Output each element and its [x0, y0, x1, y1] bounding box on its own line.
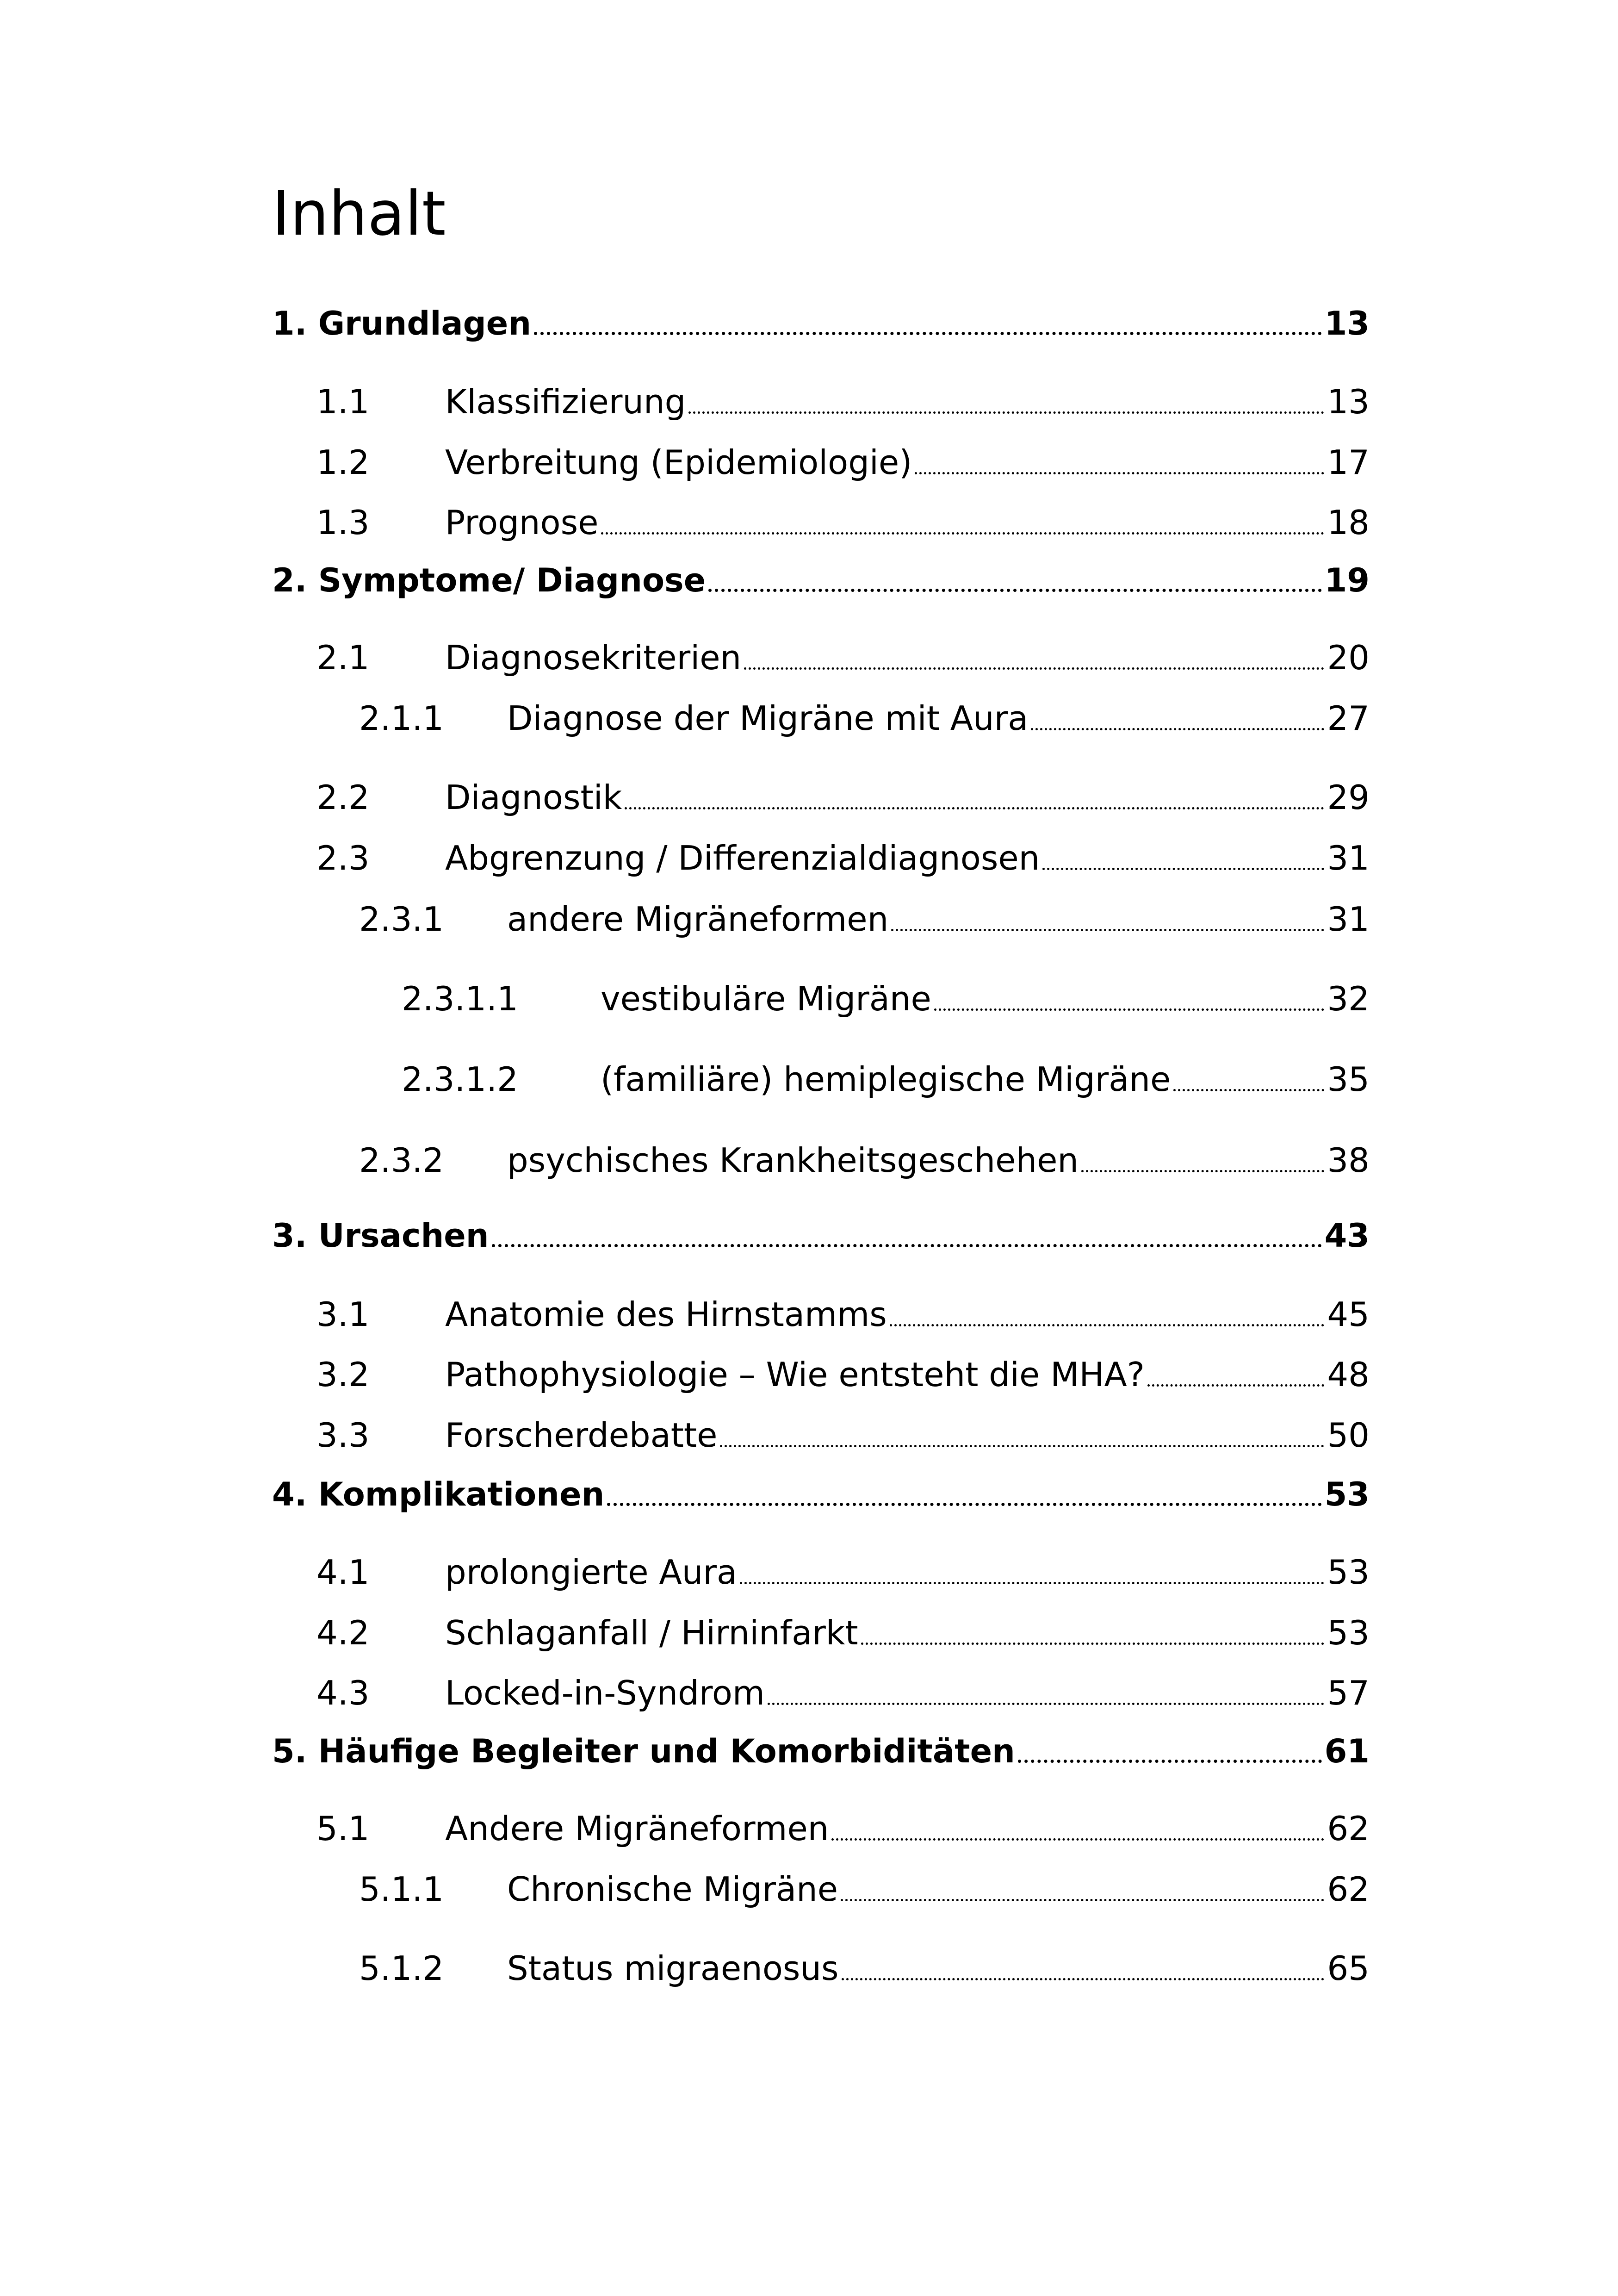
- toc-entry-section[interactable]: [316, 1545, 1370, 1592]
- toc-leader: [607, 1503, 1321, 1506]
- page-title: Inhalt: [272, 178, 446, 249]
- toc-leader: [1147, 1384, 1324, 1387]
- toc-page-number: 38: [1327, 1141, 1370, 1180]
- toc-title: Status migraenosus: [507, 1949, 839, 1988]
- toc-page-number: 17: [1327, 443, 1370, 482]
- toc-number: 1.1: [316, 382, 370, 421]
- toc-entry-subsection[interactable]: [359, 1133, 1370, 1180]
- toc-leader: [841, 1899, 1324, 1901]
- toc-page-number: 48: [1327, 1355, 1370, 1394]
- toc-page-number: 57: [1327, 1674, 1370, 1712]
- toc-page-number: 62: [1327, 1870, 1370, 1909]
- toc-title: Forscherdebatte: [445, 1416, 718, 1455]
- toc-entry-section[interactable]: [316, 831, 1370, 877]
- toc-number: 2.2: [316, 778, 370, 817]
- toc-number: 2.3.1.2: [402, 1060, 518, 1099]
- toc-leader: [625, 807, 1324, 809]
- toc-number: 2.3.2: [359, 1141, 444, 1180]
- toc-title: Klassifizierung: [445, 382, 686, 421]
- toc-page-number: 13: [1324, 305, 1370, 342]
- toc-entry-section[interactable]: [316, 1802, 1370, 1848]
- toc-number: 3.: [272, 1217, 307, 1255]
- toc-entry-chapter[interactable]: [272, 1208, 1370, 1255]
- toc-entry-section[interactable]: [316, 771, 1370, 817]
- toc-page-number: 35: [1327, 1060, 1370, 1099]
- toc-entry-subsubsection[interactable]: [402, 972, 1370, 1018]
- toc-number: 2.3.1: [359, 900, 444, 939]
- toc-entry-subsubsection[interactable]: [402, 1052, 1370, 1099]
- toc-entry-section[interactable]: [316, 1348, 1370, 1394]
- toc-leader: [861, 1643, 1325, 1645]
- toc-title: Verbreitung (Epidemiologie): [445, 443, 912, 482]
- toc-leader: [492, 1244, 1322, 1247]
- toc-number: 2.1: [316, 638, 370, 677]
- toc-leader: [1042, 868, 1324, 870]
- toc-entry-subsection[interactable]: [359, 691, 1370, 738]
- toc-number: 5.1: [316, 1809, 370, 1848]
- toc-page-number: 32: [1327, 979, 1370, 1018]
- toc-leader: [831, 1838, 1324, 1841]
- toc-page-number: 43: [1324, 1217, 1370, 1255]
- toc-title: (familiäre) hemiplegische Migräne: [601, 1060, 1171, 1099]
- toc-page-number: 13: [1327, 382, 1370, 421]
- toc-entry-section[interactable]: [316, 631, 1370, 677]
- toc-leader: [891, 929, 1324, 931]
- toc-page-number: 53: [1324, 1475, 1370, 1513]
- toc-title: Pathophysiologie – Wie entsteht die MHA?: [445, 1355, 1145, 1394]
- toc-page-number: 31: [1327, 900, 1370, 939]
- toc-page-number: 19: [1324, 561, 1370, 599]
- toc-number: 5.1.2: [359, 1949, 444, 1988]
- toc-leader: [688, 411, 1324, 414]
- toc-entry-section[interactable]: [316, 1288, 1370, 1334]
- toc-page-number: 61: [1324, 1732, 1370, 1770]
- toc-page-number: 18: [1327, 503, 1370, 542]
- toc-number: 4.: [272, 1475, 307, 1513]
- toc-leader: [744, 667, 1324, 670]
- toc-leader: [1173, 1089, 1324, 1091]
- toc-leader: [534, 332, 1321, 335]
- toc-title: Komplikationen: [318, 1475, 605, 1513]
- toc-leader: [890, 1324, 1325, 1326]
- toc-number: 3.3: [316, 1416, 370, 1455]
- toc-page-number: 27: [1327, 699, 1370, 738]
- toc-title: Prognose: [445, 503, 599, 542]
- toc-number: 3.2: [316, 1355, 370, 1394]
- toc-leader: [915, 472, 1324, 474]
- toc-page-number: 65: [1327, 1949, 1370, 1988]
- toc-number: 2.: [272, 561, 307, 599]
- toc-entry-chapter[interactable]: [272, 1467, 1370, 1513]
- toc-entry-chapter[interactable]: [272, 1724, 1370, 1770]
- toc-entry-chapter[interactable]: [272, 553, 1370, 599]
- toc-leader: [1081, 1170, 1324, 1172]
- toc-title: Diagnosekriterien: [445, 638, 742, 677]
- toc-entry-subsection[interactable]: [359, 1862, 1370, 1909]
- toc-entry-section[interactable]: [316, 496, 1370, 542]
- toc-entry-section[interactable]: [316, 1408, 1370, 1455]
- toc-title: Häufige Begleiter und Komorbiditäten: [318, 1732, 1015, 1770]
- toc-leader: [842, 1978, 1325, 1980]
- toc-entry-section[interactable]: [316, 1666, 1370, 1712]
- toc-entry-subsection[interactable]: [359, 1941, 1370, 1988]
- toc-title: vestibuläre Migräne: [601, 979, 931, 1018]
- toc-title: Grundlagen: [318, 305, 532, 342]
- toc-leader: [740, 1582, 1324, 1584]
- toc-number: 2.1.1: [359, 699, 444, 738]
- toc-title: Diagnose der Migräne mit Aura: [507, 699, 1029, 738]
- toc-title: Ursachen: [318, 1217, 489, 1255]
- toc-page-number: 45: [1327, 1295, 1370, 1334]
- toc-page-number: 53: [1327, 1553, 1370, 1592]
- toc-title: prolongierte Aura: [445, 1553, 738, 1592]
- toc-number: 4.1: [316, 1553, 370, 1592]
- toc-number: 1.3: [316, 503, 370, 542]
- toc-number: 1.2: [316, 443, 370, 482]
- toc-title: Symptome/ Diagnose: [318, 561, 706, 599]
- toc-number: 5.1.1: [359, 1870, 444, 1909]
- toc-entry-chapter[interactable]: [272, 296, 1370, 342]
- toc-number: 4.2: [316, 1613, 370, 1652]
- toc-number: 2.3: [316, 839, 370, 877]
- toc-entry-section[interactable]: [316, 375, 1370, 421]
- toc-leader: [720, 1445, 1324, 1447]
- toc-page-number: 53: [1327, 1613, 1370, 1652]
- toc-page-number: 62: [1327, 1809, 1370, 1848]
- toc-leader: [934, 1008, 1325, 1011]
- toc-page-number: 29: [1327, 778, 1370, 817]
- toc-entry-section[interactable]: [316, 1606, 1370, 1652]
- toc-entry-section[interactable]: [316, 436, 1370, 482]
- toc-number: 2.3.1.1: [402, 979, 518, 1018]
- toc-title: Locked-in-Syndrom: [445, 1674, 765, 1712]
- toc-entry-subsection[interactable]: [359, 892, 1370, 939]
- toc-leader: [768, 1703, 1324, 1705]
- toc-title: psychisches Krankheitsgeschehen: [507, 1141, 1079, 1180]
- toc-number: 3.1: [316, 1295, 370, 1334]
- toc-title: andere Migräneformen: [507, 900, 889, 939]
- toc-leader: [1018, 1760, 1322, 1763]
- toc-title: Diagnostik: [445, 778, 622, 817]
- toc-number: 4.3: [316, 1674, 370, 1712]
- toc-number: 1.: [272, 305, 307, 342]
- toc-leader: [1031, 728, 1324, 730]
- toc-title: Abgrenzung / Differenzialdiagnosen: [445, 839, 1040, 877]
- toc-title: Chronische Migräne: [507, 1870, 838, 1909]
- toc-leader: [708, 589, 1321, 592]
- toc-leader: [601, 532, 1324, 535]
- toc-page-number: 20: [1327, 638, 1370, 677]
- toc-page-number: 31: [1327, 839, 1370, 877]
- toc-title: Andere Migräneformen: [445, 1809, 829, 1848]
- toc-number: 5.: [272, 1732, 307, 1770]
- toc-page-number: 50: [1327, 1416, 1370, 1455]
- toc-title: Anatomie des Hirnstamms: [445, 1295, 887, 1334]
- toc-title: Schlaganfall / Hirninfarkt: [445, 1613, 858, 1652]
